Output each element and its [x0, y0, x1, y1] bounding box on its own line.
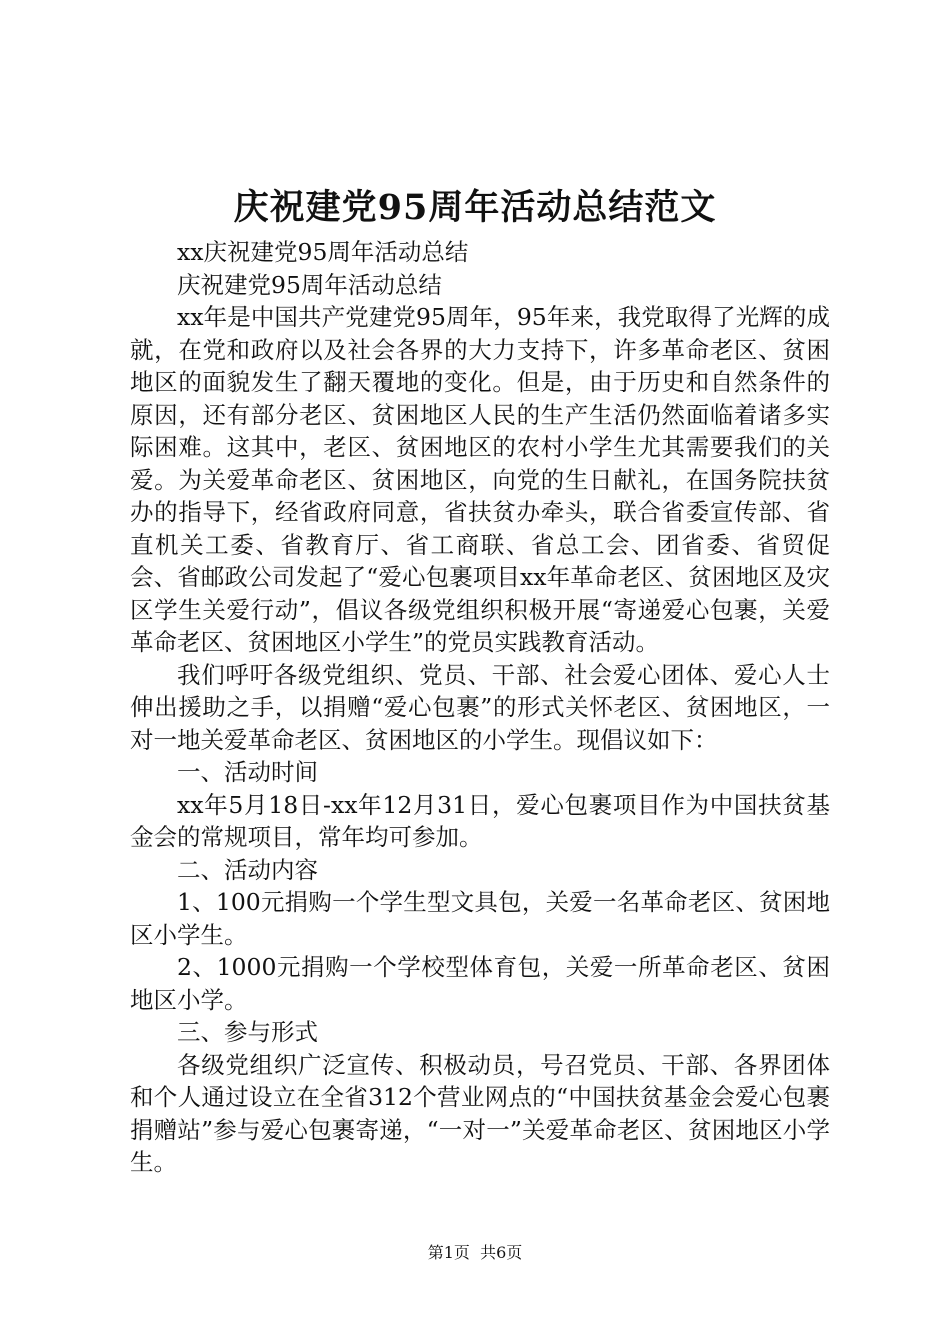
page-number-footer: 第1页 共6页 [427, 1243, 523, 1262]
paragraph-content-1: 1、100元捐购一个学生型文具包，关爱一名革命老区、贫困地区小学生。 [130, 888, 830, 949]
paragraph-intro: xx年是中国共产党建党95周年，95年来，我党取得了光辉的成就，在党和政府以及社会各界的大力支持下，许多革命老区、贫困地区的面貌发生了翻天覆地的变化。但是，由于历史和自然条件的原因，还有部分老区、贫困地区人民的生产生活仍然面临着诸多实际困难。这其中，老区、贫困地区的农村小学生尤其需要我们的关爱。为关爱革命老区、贫困地区，向党的生日献礼，在国务院扶贫办的指导下，经省政府同意，省扶贫办牵头，联合省委宣传部、省直机关工委、省教育厅、省工商联、省总工会、团省委、省贸促会、省邮政公司发起了“爱心包裹项目xx年革命老区、贫困地区及灾区学生关爱行动”，倡议各级党组织积极开展“寄递爱心包裹，关爱革命老区、贫困地区小学生”的党员实践教育活动。 [130, 303, 830, 656]
paragraph-subtitle-2: 庆祝建党95周年活动总结 [177, 270, 442, 299]
section-heading-content: 二、活动内容 [177, 855, 318, 884]
section-heading-form: 三、参与形式 [177, 1018, 318, 1046]
paragraph-subtitle-1: xx庆祝建党95周年活动总结 [177, 238, 469, 266]
document-title: 庆祝建党95周年活动总结范文 [233, 187, 717, 228]
paragraph-content-2: 2、1000元捐购一个学校型体育包，关爱一所革命老区、贫困地区小学。 [130, 953, 830, 1014]
section-heading-time: 一、活动时间 [177, 758, 318, 786]
paragraph-form: 各级党组织广泛宣传、积极动员，号召党员、干部、各界团体和个人通过设立在全省312个营业网点的“中国扶贫基金会爱心包裹捐赠站”参与爱心包裹寄递，“一对一”关爱革命老区、贫困地区小学生。 [130, 1050, 830, 1176]
paragraph-time: xx年5月18日-xx年12月31日，爱心包裹项目作为中国扶贫基金会的常规项目，常年均可参加。 [130, 790, 830, 851]
paragraph-appeal: 我们呼吁各级党组织、党员、干部、社会爱心团体、爱心人士伸出援助之手，以捐赠“爱心包裹”的形式关怀老区、贫困地区，一对一地关爱革命老区、贫困地区的小学生。现倡议如下： [130, 660, 830, 754]
document-body [130, 236, 830, 1179]
